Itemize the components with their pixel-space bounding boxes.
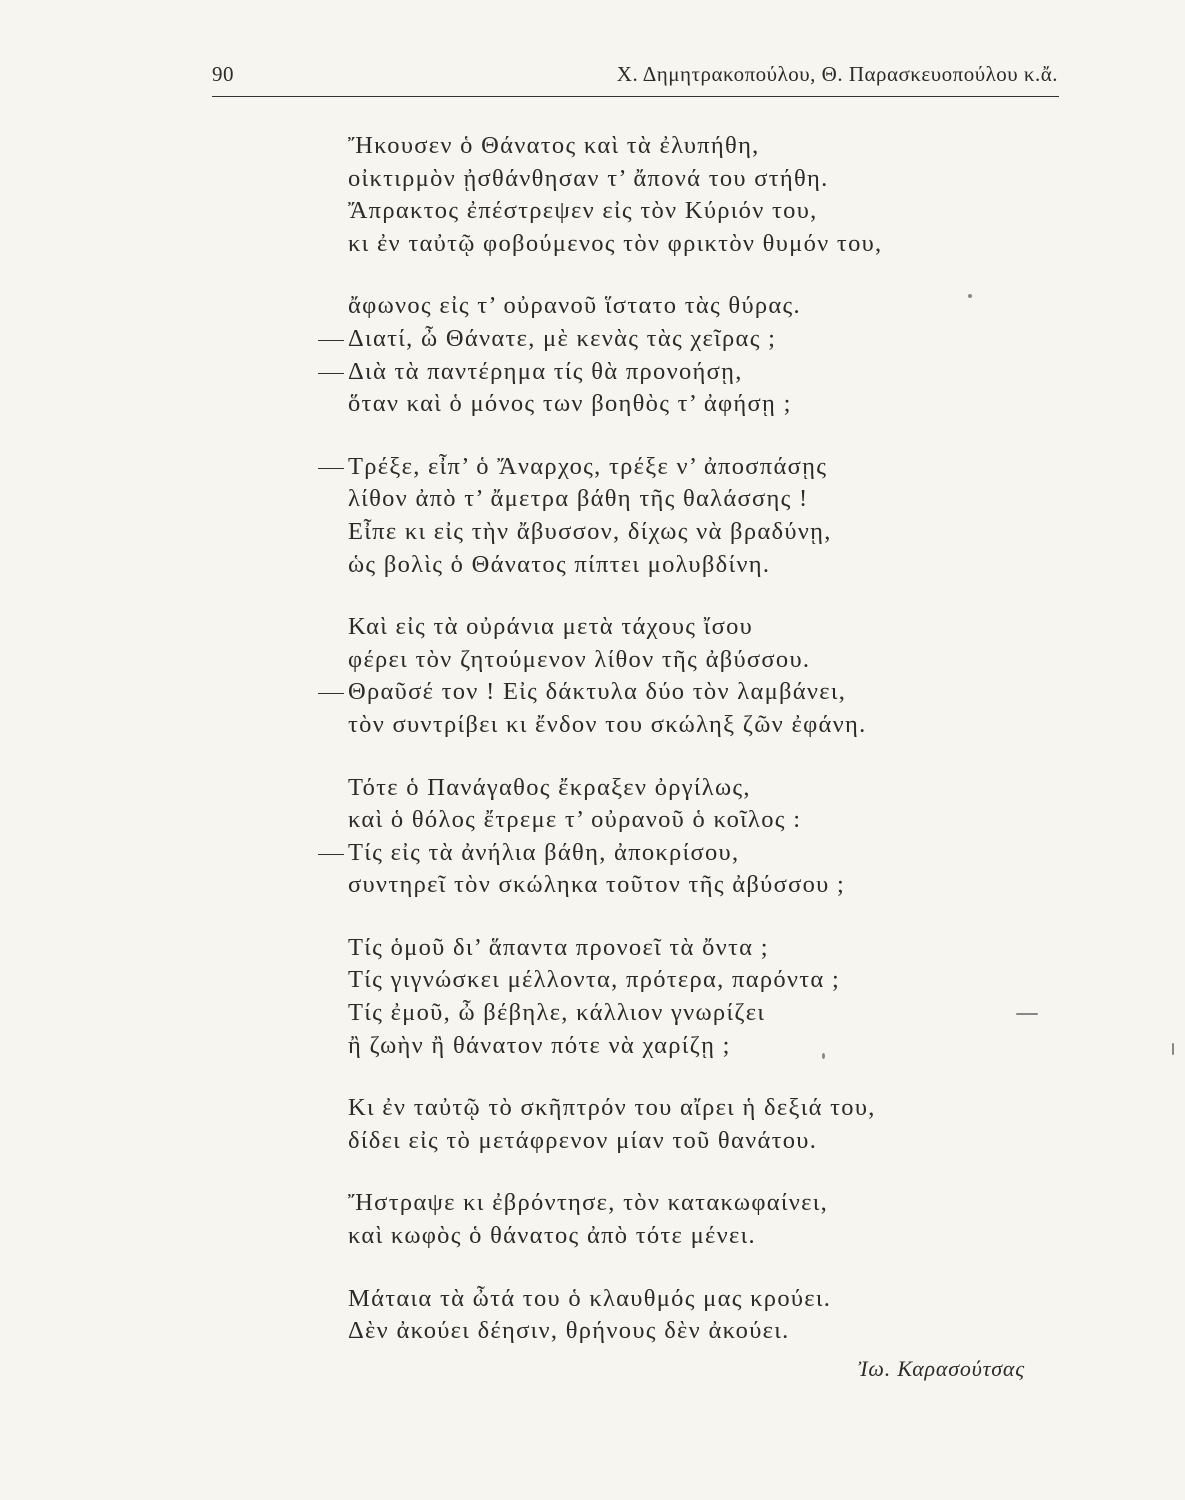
verse-line [318,1315,1038,1348]
stanza [318,290,1038,420]
verse-line [318,290,1038,323]
verse-line [318,516,1038,549]
verse-text: ἢ ζωὴν ἢ θάνατον πότε νὰ χαρίζῃ ; [348,1031,731,1059]
poem [318,130,1038,1378]
verse-text: Εἶπε κι εἰς τὴν ἄβυσσον, δίχως νὰ βραδύνῃ, [348,517,832,545]
stanza [318,451,1038,581]
verse-line [318,964,1038,997]
verse-text: Κι ἐν ταὐτῷ τὸ σκῆπτρόν του αἴρει ἡ δεξιά του, [348,1094,876,1122]
verse-text: Τίς εἰς τὰ ἀνήλια βάθη, ἀποκρίσου, [348,838,740,866]
verse-line [318,549,1038,582]
verse-line [318,804,1038,837]
verse-text: οἰκτιρμὸν ᾐσθάνθησαν τ’ ἄπονά του στήθη. [348,164,829,192]
verse-text: ὡς βολὶς ὁ Θάνατος πίπτει μολυβδίνη. [348,550,771,578]
verse-text: ὅταν καὶ ὁ μόνος των βοηθὸς τ’ ἀφήσῃ ; [348,390,792,418]
verse-line [318,451,1038,484]
verse-line [318,709,1038,742]
verse-text: Τίς γιγνώσκει μέλλοντα, πρότερα, παρόντα ; [348,966,841,994]
verse-text: Δὲν ἀκούει δέησιν, θρήνους δὲν ἀκούει. [348,1317,790,1345]
verse-line [318,130,1038,163]
verse-text: δίδει εἰς τὸ μετάφρενον μίαν τοῦ θανάτου. [348,1126,818,1154]
verse-text: Τίς ἐμοῦ, ὦ βέβηλε, κάλλιον γνωρίζει [348,999,766,1027]
verse-text: Καὶ εἰς τὰ οὐράνια μετὰ τάχους ἴσου [348,613,754,641]
verse-line [318,676,1038,709]
stanza [318,130,1038,260]
verse-line [318,611,1038,644]
verse-line [318,356,1038,389]
verse-text: Τρέξε, εἶπ’ ὁ Ἄναρχος, τρέξε ν’ ἀποσπάσῃς [348,452,828,480]
verse-text: Τίς ὁμοῦ δι’ ἅπαντα προνοεῖ τὰ ὄντα ; [348,933,769,961]
verse-text: καὶ κωφὸς ὁ θάνατος ἀπὸ τότε μένει. [348,1222,756,1250]
verse-line [318,1125,1038,1158]
author-signature: Ἰω. Καρασούτσας [858,1356,1025,1381]
verse-line [318,1283,1038,1316]
verse-line [318,388,1038,421]
verse-line [318,1187,1038,1220]
stanza [318,932,1038,1062]
paper-speck [968,294,972,298]
verse-line [318,483,1038,516]
verse-line [318,228,1038,261]
verse-line [318,644,1038,677]
verse-line [318,1220,1038,1253]
verse-line [318,1030,1038,1063]
verse-line [318,1092,1038,1125]
verse-line [318,997,1038,1030]
stanza [318,611,1038,741]
verse-line [318,323,1038,356]
running-head: Χ. Δημητρακοπούλου, Θ. Παρασκευοπούλου κ.ἄ. [616,62,1058,86]
verse-line [318,837,1038,870]
paper-speck [822,1053,825,1059]
verse-line [318,932,1038,965]
stanza [318,772,1038,902]
verse-text: Θραῦσέ τον ! Εἰς δάκτυλα δύο τὸν λαμβάνει, [348,678,847,706]
paper-speck [1016,1013,1038,1015]
header-rule [212,96,1059,97]
verse-text: Διὰ τὰ παντέρημα τίς θὰ προνοήσῃ, [348,357,743,385]
verse-text: Τότε ὁ Πανάγαθος ἔκραξεν ὀργίλως, [348,773,751,801]
verse-text: Μάταια τὰ ὦτά του ὁ κλαυθμός μας κρούει. [348,1284,832,1312]
verse-text: ἄφωνος εἰς τ’ οὐρανοῦ ἵστατο τὰς θύρας. [348,292,801,320]
stanza [318,1092,1038,1157]
verse-line [318,195,1038,228]
verse-text: κι ἐν ταὐτῷ φοβούμενος τὸν φρικτὸν θυμόν του, [348,229,883,257]
verse-line [318,869,1038,902]
verse-text: καὶ ὁ θόλος ἔτρεμε τ’ οὐρανοῦ ὁ κοῖλος : [348,806,802,834]
verse-text: Διατί, ὦ Θάνατε, μὲ κενὰς τὰς χεῖρας ; [348,324,777,352]
verse-text: λίθον ἀπὸ τ’ ἄμετρα βάθη τῆς θαλάσσης ! [348,485,809,513]
verse-line [318,163,1038,196]
verse-text: συντηρεῖ τὸν σκώληκα τοῦτον τῆς ἀβύσσου ; [348,871,846,899]
verse-text: τὸν συντρίβει κι ἔνδον του σκώληξ ζῶν ἐφάνη. [348,710,867,738]
verse-text: Ἤκουσεν ὁ Θάνατος καὶ τὰ ἐλυπήθη, [348,132,760,159]
verse-line [318,772,1038,805]
paper-speck [1172,1043,1174,1055]
stanza [318,1283,1038,1348]
verse-text: Ἤστραψε κι ἐβρόντησε, τὸν κατακωφαίνει, [348,1189,829,1217]
verse-text: Ἄπρακτος ἐπέστρεψεν εἰς τὸν Κύριόν του, [348,197,818,225]
stanza [318,1187,1038,1252]
page-number: 90 [212,62,234,86]
verse-text: φέρει τὸν ζητούμενον λίθον τῆς ἀβύσσου. [348,645,811,673]
page-header [212,62,1062,92]
